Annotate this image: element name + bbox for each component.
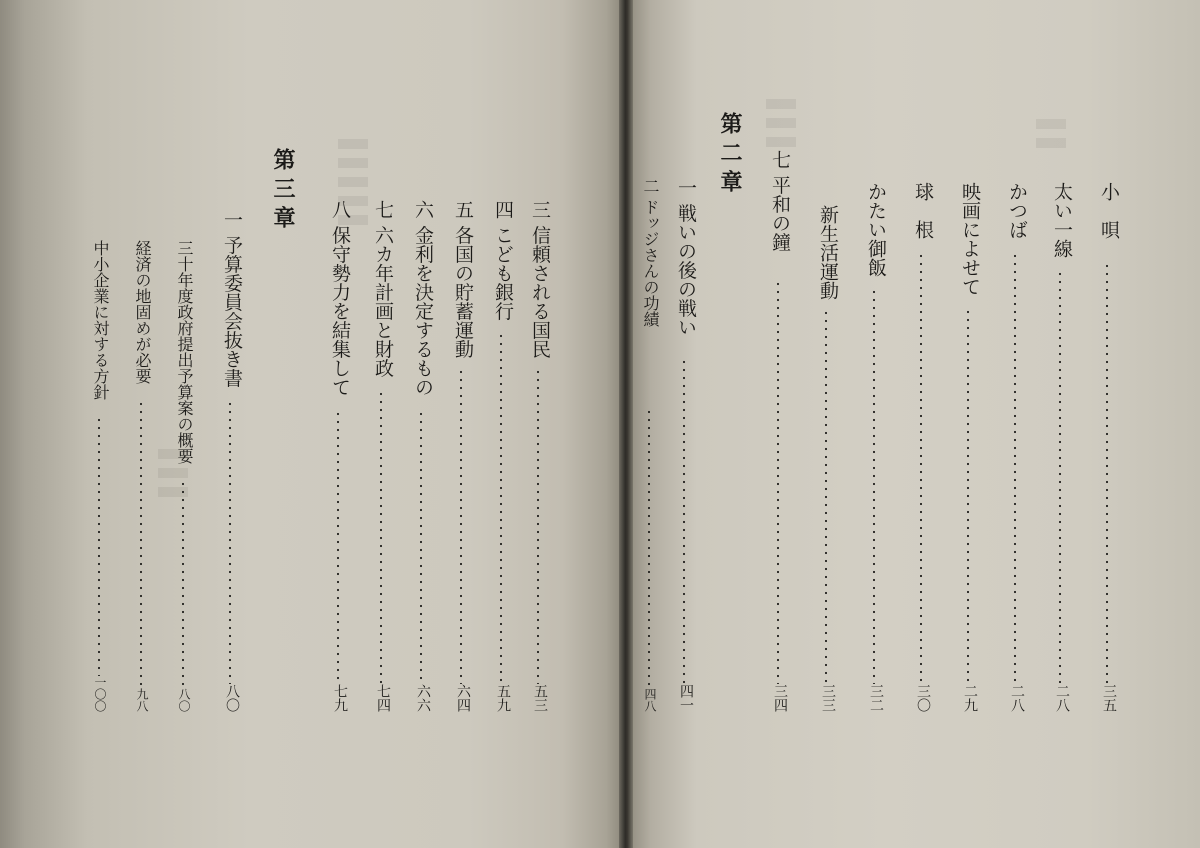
- toc-leader: [98, 416, 100, 676]
- toc-entry-page: 六四: [455, 684, 471, 712]
- toc-leader: [825, 309, 827, 684]
- toc-entry-page: 三三: [820, 684, 836, 712]
- toc-entry-page: 三二: [868, 684, 884, 712]
- toc-entry-title: 平和の鐘: [769, 175, 791, 252]
- toc-entry-page: 七四: [375, 684, 391, 712]
- toc-entry: [960, 182, 979, 712]
- toc-entry-page: 八〇: [177, 688, 191, 712]
- toc-leader: [460, 368, 462, 684]
- toc-leader: [182, 480, 184, 686]
- toc-entry-title: 映画によせて: [959, 182, 981, 296]
- toc-leader: [337, 410, 339, 684]
- toc-leader: [873, 288, 875, 684]
- toc-leader: [1106, 262, 1108, 684]
- toc-leader: [380, 390, 382, 684]
- toc-entry-page: 四八: [643, 688, 657, 712]
- chapter-heading: [718, 112, 740, 252]
- toc-entry: [330, 200, 349, 712]
- toc-leader: [229, 400, 231, 684]
- toc-entry-title: 予算委員会抜き書: [221, 235, 243, 388]
- toc-leader: [1014, 252, 1016, 684]
- toc-entry-title: 保守勢力を結集して: [329, 225, 351, 397]
- toc-leader: [777, 280, 779, 684]
- toc-entry-page: 三四: [772, 684, 788, 712]
- toc-entry-title: 各国の貯蓄運動: [452, 225, 474, 359]
- toc-leader: [648, 408, 650, 686]
- toc-entry-page: 五三: [532, 684, 548, 712]
- toc-entry-title: 小 唄: [1098, 182, 1120, 239]
- toc-entry-number: 二: [641, 178, 660, 194]
- toc-entry-number: 六: [412, 200, 434, 219]
- toc-entry: [913, 182, 932, 712]
- book-gutter: [619, 0, 633, 848]
- toc-leader: [140, 400, 142, 686]
- toc-entry: [176, 240, 192, 712]
- toc-leader: [537, 368, 539, 684]
- toc-entry-title: 信頼される国民: [529, 225, 551, 359]
- toc-entry-title: 金利を決定するもの: [412, 225, 434, 397]
- toc-entry-page: 八〇: [224, 684, 240, 712]
- toc-entry: [1052, 182, 1071, 712]
- toc-entry-page: 六六: [415, 684, 431, 712]
- toc-entry-title: 経済の地固めが必要: [133, 240, 152, 384]
- toc-entry-title: 新生活運動: [817, 205, 839, 300]
- toc-entry-page: 七九: [332, 684, 348, 712]
- toc-entry: [642, 178, 658, 712]
- toc-entry-page: 五九: [495, 684, 511, 712]
- toc-entry: [1007, 182, 1026, 712]
- toc-entry-page: 四一: [678, 684, 694, 712]
- toc-entry-number: 七: [769, 150, 791, 169]
- chapter-heading: [271, 148, 293, 298]
- toc-entry-title: ドッジさんの功績: [641, 199, 660, 328]
- toc-entry: [92, 240, 108, 712]
- toc-entry: [413, 200, 432, 712]
- toc-entry: [134, 240, 150, 712]
- toc-leader: [500, 332, 502, 684]
- toc-entry-title: 戦いの後の戦い: [675, 203, 697, 337]
- toc-entry-page: 二九: [962, 684, 978, 712]
- chapter-title: 第三章: [270, 148, 295, 235]
- toc-leader: [1059, 270, 1061, 684]
- toc-leader: [967, 308, 969, 684]
- toc-entry-page: 三五: [1101, 684, 1117, 712]
- toc-leader: [420, 410, 422, 684]
- toc-entry: [493, 200, 512, 712]
- toc-entry-title: かつば: [1006, 182, 1028, 239]
- toc-entry-page: 三〇: [915, 684, 931, 712]
- toc-entry: [222, 210, 241, 712]
- toc-entry-page: 一〇〇: [93, 676, 107, 712]
- toc-entry-page: 九八: [135, 688, 149, 712]
- toc-entry: [530, 200, 549, 712]
- toc-entry-number: 七: [372, 200, 394, 219]
- toc-entry-number: 一: [675, 178, 697, 197]
- toc-entry: [818, 205, 837, 712]
- toc-leader: [683, 358, 685, 684]
- toc-entry-number: 一: [221, 210, 243, 229]
- toc-entry: [866, 182, 885, 712]
- toc-entry-title: 三十年度政府提出予算案の概要: [175, 240, 194, 464]
- toc-entry-number: 五: [452, 200, 474, 219]
- toc-entry-title: 六カ年計画と財政: [372, 225, 394, 378]
- toc-entry-title: 太い一線: [1051, 182, 1073, 258]
- toc-entry-page: 二八: [1009, 684, 1025, 712]
- chapter-title: 第二章: [717, 112, 742, 199]
- toc-entry-title: 中小企業に対する方針: [91, 240, 110, 400]
- toc-entry-title: こども銀行: [492, 225, 514, 321]
- toc-entry-page: 二八: [1054, 684, 1070, 712]
- toc-entry: [1099, 182, 1118, 712]
- toc-entry-number: 四: [492, 200, 514, 219]
- toc-entry-title: 球 根: [912, 182, 934, 239]
- toc-entry: [373, 200, 392, 712]
- toc-entry-number: 八: [329, 200, 351, 219]
- toc-entry: [676, 178, 695, 712]
- toc-entry-title: かたい御飯: [865, 182, 887, 277]
- toc-entry: [770, 150, 789, 712]
- toc-entry-number: 三: [529, 200, 551, 219]
- toc-entry: [453, 200, 472, 712]
- toc-leader: [920, 252, 922, 684]
